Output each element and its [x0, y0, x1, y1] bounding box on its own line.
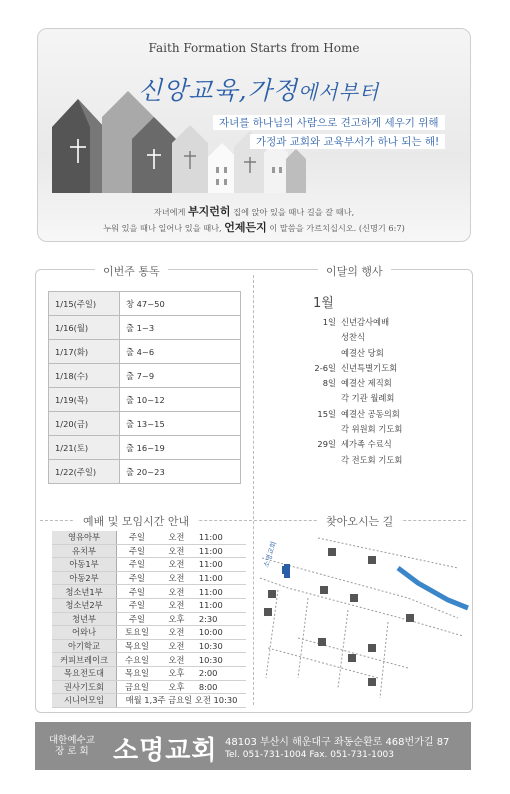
worship-time: 11:00: [196, 531, 246, 544]
reading-row: [49, 436, 241, 460]
reading-text: 출 7~9: [120, 364, 241, 388]
worship-name: 권사기도회: [52, 680, 117, 694]
event-row: [298, 391, 402, 406]
event-text: 각 기관 월례회: [341, 393, 395, 404]
reading-date: 1/20(금): [49, 412, 120, 436]
event-text: 세가족 수료식: [341, 439, 392, 450]
event-date: 8일: [322, 378, 336, 389]
reading-row: [49, 316, 241, 340]
worship-name: 영유아부: [52, 531, 117, 544]
worship-time: 11:00: [196, 585, 246, 599]
event-text: 각 전도회 기도회: [341, 454, 403, 465]
reading-text: 출 13~15: [120, 412, 241, 436]
event-date: 29일: [317, 439, 336, 450]
banner-english-title: Faith Formation Starts from Home: [148, 41, 360, 55]
worship-time: 2:30: [196, 612, 246, 626]
reading-table: [48, 291, 241, 484]
event-row: [298, 330, 402, 345]
worship-row: [52, 531, 246, 544]
location-title: 찾아오시는 길: [318, 513, 401, 529]
reading-date: 1/18(수): [49, 364, 120, 388]
event-row: [298, 437, 402, 452]
theme-banner: [37, 28, 471, 242]
church-address: 48103 부산시 해운대구 좌동순환로 468번가길 87: [225, 737, 450, 748]
banner-subtitle-2: 가정과 교회와 교육부서가 하나 되는 해!: [250, 134, 445, 149]
worship-day: 주일: [117, 598, 158, 612]
worship-ampm: 오후: [157, 680, 196, 694]
worship-name: 시니어모임: [52, 694, 117, 708]
worship-day: 토요일: [117, 626, 158, 640]
banner-main-title: 신앙교육,가정에서부터: [138, 76, 380, 105]
worship-day: 주일: [117, 558, 158, 572]
reading-text: 출 10~12: [120, 388, 241, 412]
reading-date: 1/16(월): [49, 316, 120, 340]
event-row: [298, 376, 402, 391]
worship-name: 어와나: [52, 626, 117, 640]
worship-table: [52, 531, 246, 708]
worship-name: 청년부: [52, 612, 117, 626]
event-row: [298, 315, 402, 330]
worship-day: 주일: [117, 585, 158, 599]
worship-name: 청소년2부: [52, 598, 117, 612]
events-month: 1월: [313, 296, 334, 311]
worship-ampm: 오후: [157, 666, 196, 680]
worship-day: 주일: [117, 544, 158, 558]
worship-row: [52, 612, 246, 626]
worship-name: 목요전도대: [52, 666, 117, 680]
location-map: [258, 528, 470, 706]
worship-row: [52, 639, 246, 653]
event-text: 예결산 당회: [341, 347, 384, 358]
event-date: 2-6일: [314, 362, 336, 373]
event-date: [298, 422, 341, 437]
worship-time: 11:00: [196, 598, 246, 612]
worship-day: 주일: [117, 612, 158, 626]
worship-name: 유치부: [52, 544, 117, 558]
worship-ampm: 오전: [157, 626, 196, 640]
reading-row: [49, 412, 241, 436]
reading-row: [49, 292, 241, 316]
reading-text: 출 16~19: [120, 436, 241, 460]
worship-name: 아동2부: [52, 571, 117, 585]
worship-name: 청소년1부: [52, 585, 117, 599]
event-date: [298, 346, 341, 361]
event-row: [298, 407, 402, 422]
worship-note: 매월 1,3주 금요일 오전 10:30: [117, 694, 247, 708]
event-date: 1일: [322, 317, 336, 327]
church-name: 소명교회: [113, 736, 218, 766]
church-phone: Tel. 051-731-1004 Fax. 051-731-1003: [225, 750, 395, 760]
event-date: [298, 453, 341, 468]
worship-time: 2:00: [196, 666, 246, 680]
worship-row: [52, 571, 246, 585]
worship-day: 목요일: [117, 666, 158, 680]
worship-day: 금요일: [117, 680, 158, 694]
event-text: 각 위원회 기도회: [341, 424, 403, 435]
worship-day: 주일: [117, 531, 158, 544]
event-text: 신년특별기도회: [341, 362, 398, 373]
event-date: [298, 391, 341, 406]
footer: [35, 722, 471, 770]
worship-time: 11:00: [196, 544, 246, 558]
worship-row: [52, 653, 246, 667]
church-map-label: 소명교회: [262, 540, 279, 569]
worship-ampm: 오전: [157, 558, 196, 572]
worship-name: 아동1부: [52, 558, 117, 572]
worship-time: 10:30: [196, 639, 246, 653]
reading-text: 출 4~6: [120, 340, 241, 364]
reading-date: 1/22(주일): [49, 460, 120, 484]
worship-title: 예배 및 모임시간 안내: [75, 513, 197, 529]
worship-row: [52, 694, 246, 708]
worship-time: 10:00: [196, 626, 246, 640]
bible-verse: 자녀에게 부지런히 집에 앉아 있을 때나 길을 갈 때나, 누워 있을 때나 일어나 있을 때나, 언제든지 이 말씀을 가르치십시오. (신명기 6:7): [103, 205, 405, 234]
worship-row: [52, 666, 246, 680]
worship-name: 아기학교: [52, 639, 117, 653]
worship-ampm: 오전: [157, 531, 196, 544]
worship-ampm: 오전: [157, 639, 196, 653]
reading-date: 1/17(화): [49, 340, 120, 364]
worship-day: 수요일: [117, 653, 158, 667]
reading-date: 1/21(토): [49, 436, 120, 460]
event-date: [298, 330, 341, 345]
denomination: 대한예수교 장 로 회: [49, 735, 95, 757]
worship-row: [52, 544, 246, 558]
reading-date: 1/19(목): [49, 388, 120, 412]
worship-time: 8:00: [196, 680, 246, 694]
worship-day: 목요일: [117, 639, 158, 653]
worship-row: [52, 598, 246, 612]
reading-row: [49, 364, 241, 388]
worship-row: [52, 585, 246, 599]
reading-row: [49, 388, 241, 412]
event-text: 예결산 공동의회: [341, 408, 400, 419]
worship-ampm: 오전: [157, 653, 196, 667]
event-row: [298, 453, 402, 468]
worship-ampm: 오후: [157, 612, 196, 626]
worship-ampm: 오전: [157, 571, 196, 585]
event-text: 신년감사예배: [341, 317, 390, 327]
worship-ampm: 오전: [157, 544, 196, 558]
worship-row: [52, 680, 246, 694]
worship-row: [52, 626, 246, 640]
reading-title: 이번주 통독: [95, 263, 168, 279]
reading-text: 출 20~23: [120, 460, 241, 484]
event-text: 예결산 제직회: [341, 378, 392, 389]
vertical-divider: [253, 275, 254, 705]
event-row: [298, 361, 402, 376]
events-title: 이달의 행사: [318, 263, 391, 279]
worship-day: 주일: [117, 571, 158, 585]
worship-row: [52, 558, 246, 572]
worship-ampm: 오전: [157, 598, 196, 612]
worship-time: 11:00: [196, 558, 246, 572]
reading-text: 출 1~3: [120, 316, 241, 340]
banner-subtitle-1: 자녀를 하나님의 사람으로 견고하게 세우기 위해: [213, 115, 445, 130]
worship-time: 10:30: [196, 653, 246, 667]
reading-text: 창 47~50: [120, 292, 241, 316]
event-text: 성찬식: [341, 332, 366, 343]
reading-row: [49, 340, 241, 364]
event-row: [298, 346, 402, 361]
reading-row: [49, 460, 241, 484]
worship-ampm: 오전: [157, 585, 196, 599]
worship-time: 11:00: [196, 571, 246, 585]
worship-name: 커피브레이크: [52, 653, 117, 667]
event-date: 15일: [317, 408, 336, 419]
reading-date: 1/15(주일): [49, 292, 120, 316]
event-row: [298, 422, 402, 437]
events-list: [298, 315, 402, 468]
